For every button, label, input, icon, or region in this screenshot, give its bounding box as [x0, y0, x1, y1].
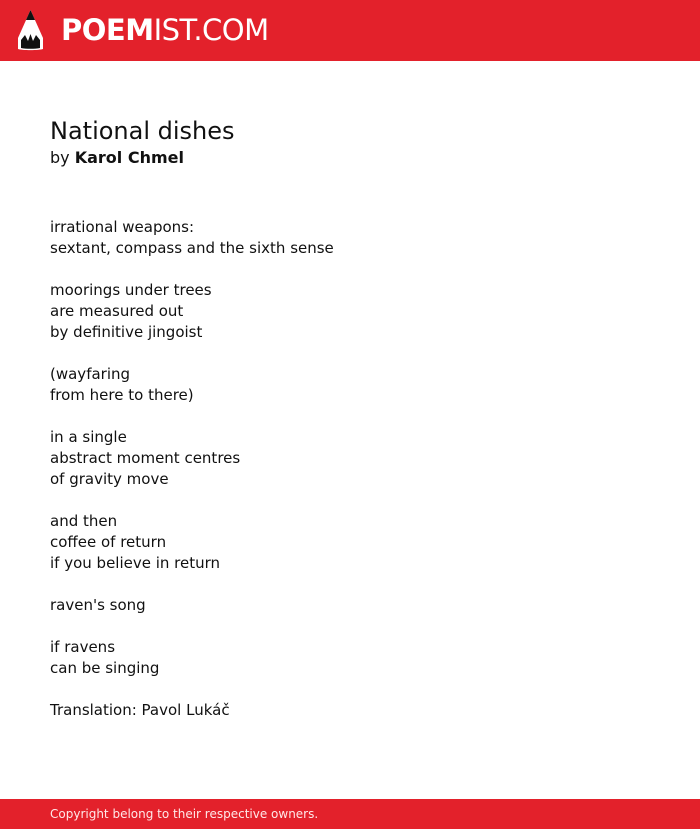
poem-line: (wayfaring: [50, 365, 131, 383]
logo-wordmark-light: IST.COM: [153, 13, 269, 47]
poem-byline: [50, 147, 650, 169]
poem-body: [50, 217, 650, 721]
poem-stanza: [50, 280, 650, 343]
site-header: [0, 0, 700, 61]
poem-content: [50, 115, 650, 721]
site-logo-link[interactable]: [17, 9, 269, 51]
byline-label: by: [50, 148, 70, 167]
poem-line: and then: [50, 512, 118, 530]
poem-line: from here to there): [50, 386, 194, 404]
poem-line: sextant, compass and the sixth sense: [50, 239, 334, 257]
site-footer: [0, 799, 700, 829]
translation-credit: Translation: Pavol Lukáč: [50, 701, 230, 719]
poem-line: coffee of return: [50, 533, 167, 551]
logo-wordmark: [61, 9, 269, 51]
poem-line: moorings under trees: [50, 281, 212, 299]
poem-line: are measured out: [50, 302, 184, 320]
poem-title: National dishes: [50, 117, 235, 145]
logo-wordmark-bold: POEM: [61, 13, 154, 47]
poem-stanza: [50, 427, 650, 490]
poem-author: Karol Chmel: [74, 148, 184, 167]
pencil-tip-icon: [17, 9, 44, 51]
poem-line: if ravens: [50, 638, 116, 656]
poem-stanza: [50, 217, 650, 259]
poem-stanza: [50, 637, 650, 679]
poem-line: by definitive jingoist: [50, 323, 203, 341]
poem-stanza: [50, 595, 650, 616]
poem-line: abstract moment centres: [50, 449, 241, 467]
poem-line: of gravity move: [50, 470, 169, 488]
poem-stanza: [50, 511, 650, 574]
poem-stanza: [50, 364, 650, 406]
poem-line: in a single: [50, 428, 127, 446]
poem-line: if you believe in return: [50, 554, 221, 572]
poem-line: irrational weapons:: [50, 218, 195, 236]
poem-line: can be singing: [50, 659, 160, 677]
poem-line: raven's song: [50, 596, 146, 614]
copyright-notice: Copyright belong to their respective owners.: [50, 807, 319, 821]
